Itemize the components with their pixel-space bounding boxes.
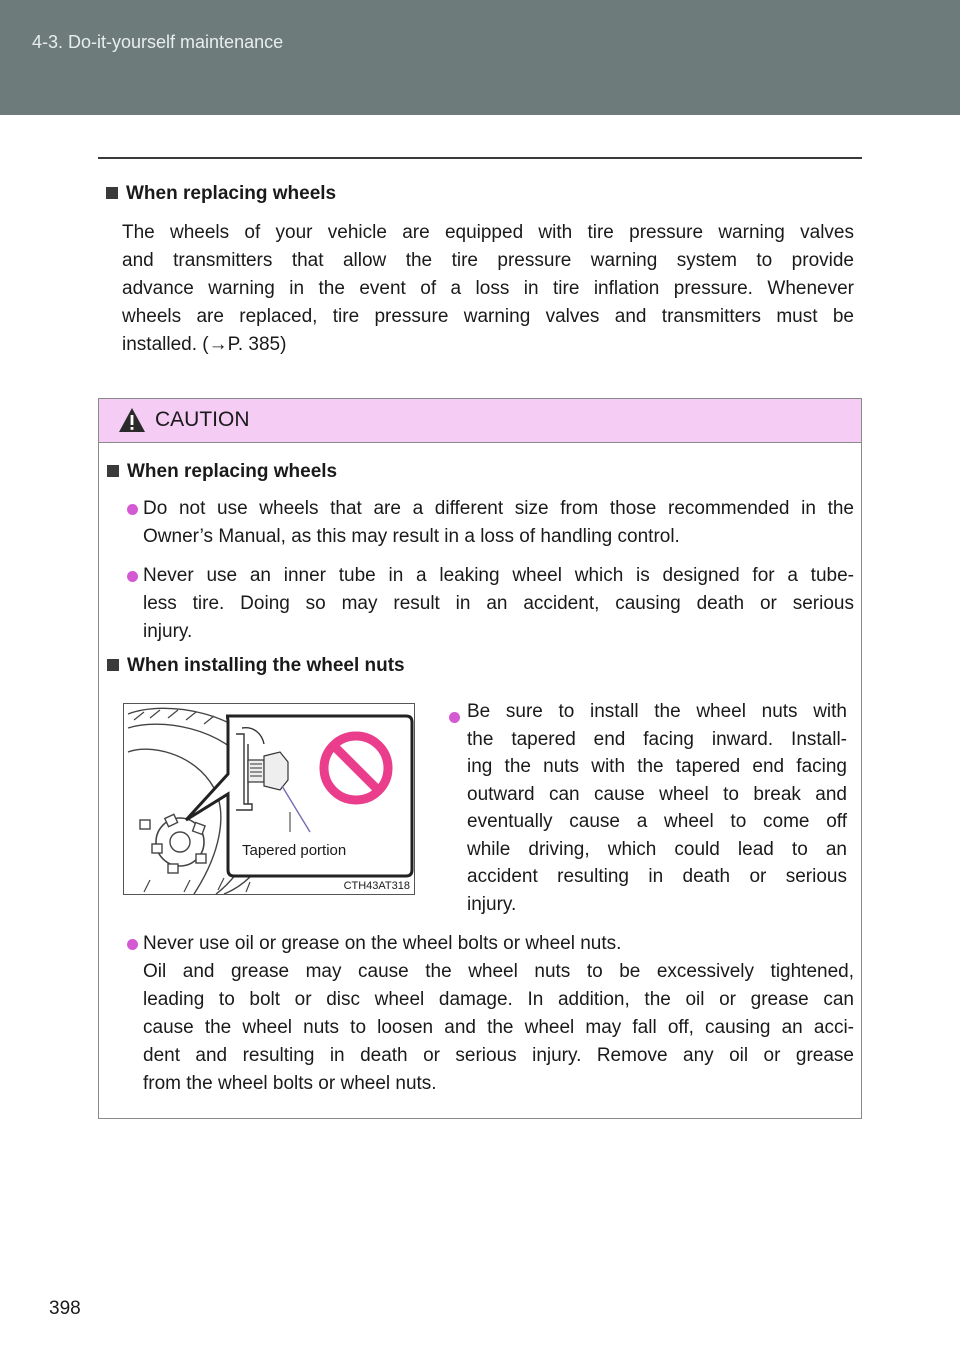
caution-subheading-2: When installing the wheel nuts [107,655,405,677]
bullet-dot-icon [127,504,138,515]
caution-header [99,399,861,443]
bullet-dot-icon [449,712,460,723]
caution-label: CAUTION [155,408,250,431]
caution-bullet: Never use oil or grease on the wheel bolts or wheel nuts. Oil and grease may cause the wheel nuts to be excessively tightened, leading to bolt or disc wheel damage. In addition, the oil or grease can cause the wheel nuts to loosen and the wheel may fall off, causing an acci- dent and resulting in death or serious injury. Remove any oil or grease from the wheel bolts or wheel nuts. [143,933,854,1094]
caution-box [98,398,862,1119]
caution-bullet: Do not use wheels that are a different size from those recommended in the Owner’s Manual, as this may result in a loss of handling control. [143,498,854,547]
figure-code: CTH43AT318 [343,880,410,892]
tapered-portion-label: Tapered portion [242,842,347,859]
bullet-dot-icon [127,571,138,582]
caution-bullet: Be sure to install the wheel nuts with the tapered end facing inward. Install- ing the nuts with the tapered end facing outward can cause wheel to break and eventually cause a wheel to come off while driving, which could lead to an accident resulting in death or serious injury. [467,701,847,915]
wheel-nut-figure [123,703,415,895]
wheel-nut-illustration [124,704,415,895]
caution-subheading-1: When replacing wheels [107,461,337,483]
page-number: 398 [49,1298,81,1319]
section-paragraph: The wheels of your vehicle are equipped with tire pressure warning valves and transmitters that allow the tire pressure warning system to provide advance warning in the event of a loss in tire inflation pressure. Whenever wheels are replaced, tire pressure warning valves and transmitters must be installed. (→P. 385) [122,222,854,355]
caution-bullet: Never use an inner tube in a leaking wheel which is designed for a tube- less tire. Doing so may result in an accident, causing death or serious injury. [143,565,854,642]
square-bullet-icon [107,465,119,477]
square-bullet-icon [107,659,119,671]
section-title: 4-3. Do-it-yourself maintenance [32,32,284,52]
bullet-dot-icon [127,939,138,950]
section-heading: When replacing wheels [106,183,336,205]
warning-icon [118,407,146,433]
square-bullet-icon [106,187,118,199]
header-band [0,0,960,115]
top-rule [98,157,862,159]
